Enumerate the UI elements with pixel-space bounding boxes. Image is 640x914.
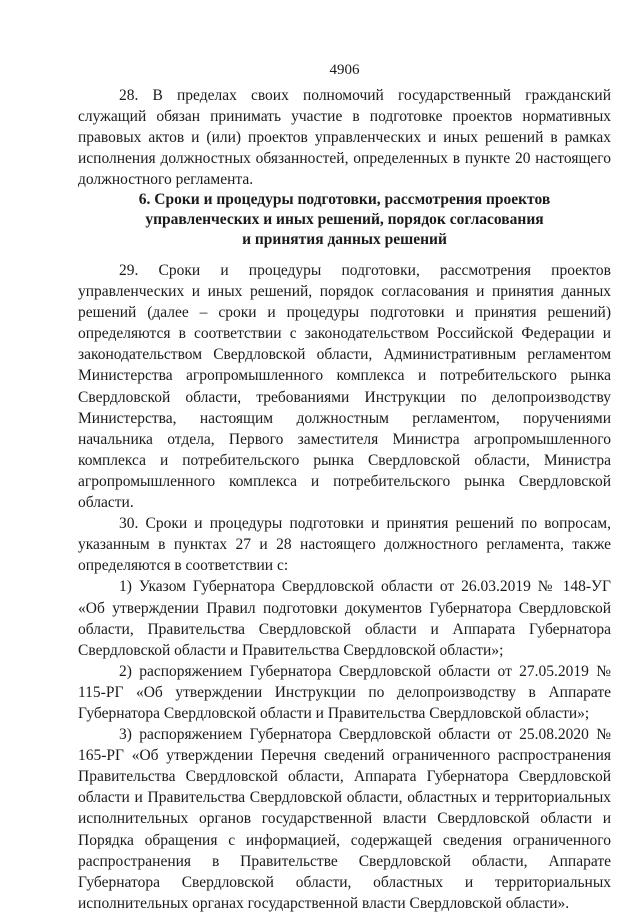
heading-line-3: и принятия данных решений xyxy=(242,231,447,248)
paragraph-29: 29. Сроки и процедуры подготовки, рассмотрения проектов управленческих и иных решений, порядок согласования и принятия данных решений (далее – сроки и процедуры подготовки и принятия решений) определяются в соответствии с законодательством Российской Федерации и законодательством Свердловской области, Административным регламентом Министерства агропромышленного комплекса и потребительского рынка Свердловской области, требованиями Инструкции по делопроизводству Министерства, настоящим должностным регламентом, поручениями начальника отдела, Первого заместителя Министра агропромышленного комплекса и потребительского рынка Свердловской области, Министра агропромышленного комплекса и потребительского рынка Свердловской области. xyxy=(78,262,611,512)
paragraph-28-block xyxy=(78,85,611,190)
list-item-1: 1) Указом Губернатора Свердловской области от 26.03.2019 № 148-УГ «Об утверждении Правил подготовки документов Губернатора Свердловской области, Правительства Свердловской области и Аппарата Губернатора Свердловской области и Правительства Свердловской области»; xyxy=(78,578,611,659)
list-item-3: 3) распоряжением Губернатора Свердловской области от 25.08.2020 № 165-РГ «Об утверждении Перечня сведений ограниченного распространения Правительства Свердловской области, Аппарата Губернатора Свердловской области и Правительства Свердловской области, областных и территориальных исполнительных органов государственной власти Свердловской области и Порядка обращения с информацией, содержащей сведения ограниченного распространения в Правительстве Свердловской области, Аппарате Губернатора Свердловской области, областных и территориальных исполнительных органах государственной власти Свердловской области». xyxy=(78,726,611,912)
list-item-2: 2) распоряжением Губернатора Свердловской области от 27.05.2019 № 115-РГ «Об утверждении Инструкции по делопроизводству в Аппарате Губернатора Свердловской области и Правительства Свердловской области»; xyxy=(78,662,611,722)
heading-line-2: управленческих и иных решений, порядок согласования xyxy=(145,211,544,228)
paragraph-30: 30. Сроки и процедуры подготовки и принятия решений по вопросам, указанным в пунктах 27 и 28 настоящего должностного регламента, также определяются в соответствии с: xyxy=(78,515,611,575)
main-body xyxy=(78,260,611,914)
section-6-heading xyxy=(78,190,611,250)
paragraph-28: 28. В пределах своих полномочий государственный гражданский служащий обязан принимать участие в подготовке проектов нормативных правовых актов и (или) проектов управленческих и иных решений в рамках исполнения должностных обязанностей, определенных в пункте 20 настоящего должностного регламента. xyxy=(78,87,611,189)
section-heading xyxy=(78,190,611,250)
heading-line-1: 6. Сроки и процедуры подготовки, рассмотрения проектов xyxy=(138,191,551,208)
page-number: 4906 xyxy=(329,62,360,78)
